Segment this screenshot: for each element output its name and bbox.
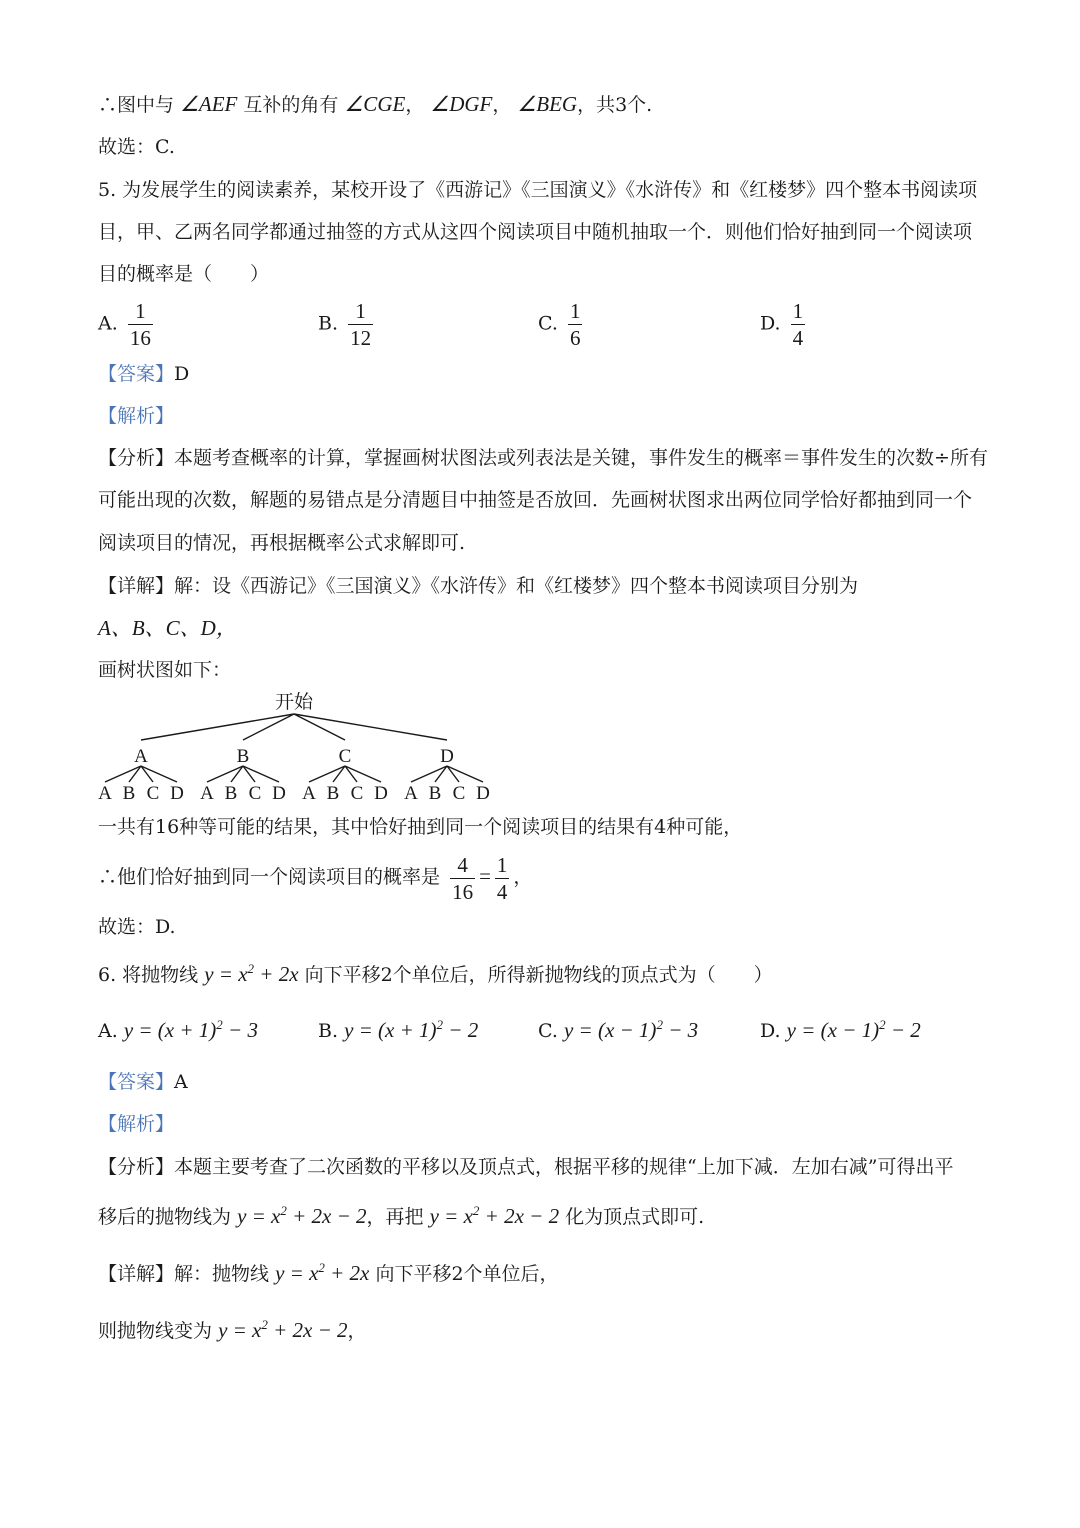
option-label: D. bbox=[760, 1020, 781, 1042]
fenxi-tag: 【分析】 bbox=[98, 447, 175, 469]
detail-tag: 【详解】 bbox=[98, 575, 175, 597]
math-expr: $y = x^2 + 2x - 2$ bbox=[429, 1203, 560, 1228]
math-expr: $y = (x - 1)^2 - 3$ bbox=[563, 1017, 699, 1042]
q5-answer bbox=[98, 362, 990, 386]
q6-fenxi-line1 bbox=[98, 1155, 990, 1179]
q5-fenxi-line1 bbox=[98, 446, 990, 470]
q6-detail-line1 bbox=[98, 1261, 990, 1286]
fraction: $\frac{1}{4}$ bbox=[792, 299, 804, 350]
answer-tag: 【答案】 bbox=[98, 363, 175, 385]
q5-result-line1: 一共有16种等可能的结果，其中恰好抽到同一个阅读项目的结果有4种可能， bbox=[98, 816, 743, 838]
q5-detail-line3: 画树状图如下： bbox=[98, 659, 232, 681]
q5-option-d bbox=[760, 300, 809, 349]
equals-sign: = bbox=[479, 864, 491, 888]
text: 本题考查概率的计算，掌握画树状图法或列表法是关键，事件发生的概率＝事件发生的次数÷所有 bbox=[174, 447, 988, 469]
prev-choice: 故选：C. bbox=[98, 136, 175, 158]
math-expr: $y = (x + 1)^2 - 3$ bbox=[123, 1017, 258, 1042]
option-label: C. bbox=[538, 312, 558, 335]
q6-option-a bbox=[98, 1018, 258, 1043]
tree-node-a: A bbox=[134, 746, 148, 767]
text: 解：设《西游记》《三国演义》《水浒传》和《红楼梦》四个整本书阅读项目分别为 bbox=[174, 575, 859, 597]
answer-tag: 【答案】 bbox=[98, 1071, 175, 1093]
math-expr: $y = x^2 + 2x$ bbox=[275, 1260, 370, 1285]
tree-leaf-d: D bbox=[374, 783, 388, 804]
text: 6. 将抛物线 bbox=[98, 964, 199, 986]
tree-leaf-a: A bbox=[200, 783, 214, 804]
q5-option-a bbox=[98, 300, 157, 349]
q6-fenxi-line2 bbox=[98, 1204, 990, 1229]
tree-edge bbox=[141, 714, 294, 740]
text: ，共3个. bbox=[577, 94, 653, 116]
fenxi-tag: 【分析】 bbox=[98, 1156, 175, 1178]
q5-detail-letters: A、B、C、D， bbox=[98, 616, 237, 640]
text: 互补的角有 bbox=[243, 94, 339, 116]
tree-leaf-c: C bbox=[248, 783, 262, 804]
q5-stem-line3: 目的概率是（ ） bbox=[98, 263, 270, 285]
fraction: $\frac{4}{16}$ bbox=[452, 852, 474, 904]
tree-leaf-c: C bbox=[452, 783, 466, 804]
tree-edge bbox=[294, 714, 447, 740]
tree-leaf-b: B bbox=[326, 783, 340, 804]
tree-leaf-a: A bbox=[98, 783, 112, 804]
option-label: B. bbox=[318, 1020, 339, 1042]
text: 化为顶点式即可. bbox=[565, 1206, 705, 1228]
q5-detail-line1 bbox=[98, 574, 990, 598]
q5-fenxi-line3: 阅读项目的情况，再根据概率公式求解即可. bbox=[98, 532, 466, 554]
q5-option-c bbox=[538, 300, 586, 349]
angle-dgf: ∠DGF bbox=[430, 92, 493, 116]
option-label: D. bbox=[760, 312, 781, 335]
math-expr: $y = x^2 + 2x$ bbox=[204, 961, 299, 986]
text: 本题主要考查了二次函数的平移以及顶点式，根据平移的规律“上加下减．左加右减”可得出平 bbox=[174, 1156, 954, 1178]
tree-leaf-b: B bbox=[428, 783, 442, 804]
text: ， bbox=[492, 94, 512, 116]
tree-diagram bbox=[90, 684, 510, 810]
answer-value: D bbox=[174, 363, 190, 385]
tree-leaf-d: D bbox=[476, 783, 490, 804]
q6-option-c bbox=[538, 1018, 698, 1043]
answer-value: A bbox=[174, 1071, 188, 1093]
math-expr: $y = x^2 + 2x - 2$ bbox=[218, 1317, 348, 1342]
q6-option-d bbox=[760, 1018, 921, 1043]
fraction: $\frac{1}{12}$ bbox=[350, 299, 372, 350]
q5-stem-line1: 5. 为发展学生的阅读素养，某校开设了《西游记》《三国演义》《水浒传》和《红楼梦》四个整本书阅读项 bbox=[98, 179, 978, 201]
option-label: A. bbox=[98, 1020, 118, 1042]
text: 则抛物线变为 bbox=[98, 1320, 213, 1342]
tree-leaf-b: B bbox=[224, 783, 238, 804]
tree-node-c: C bbox=[338, 746, 352, 767]
option-label: A. bbox=[98, 312, 118, 335]
q6-stem bbox=[98, 962, 990, 987]
tree-leaf-a: A bbox=[404, 783, 418, 804]
tree-node-b: B bbox=[236, 746, 250, 767]
tree-leaf-a: A bbox=[302, 783, 316, 804]
text: 移后的抛物线为 bbox=[98, 1206, 232, 1228]
tree-leaf-d: D bbox=[272, 783, 286, 804]
fraction: $\frac{1}{4}$ bbox=[496, 852, 508, 904]
q6-option-b bbox=[318, 1018, 478, 1043]
math-expr: $y = (x - 1)^2 - 2$ bbox=[786, 1017, 921, 1042]
tree-leaf-c: C bbox=[146, 783, 160, 804]
tree-leaf-d: D bbox=[170, 783, 184, 804]
fraction: $\frac{1}{16}$ bbox=[129, 299, 151, 350]
text: 解：抛物线 bbox=[174, 1263, 270, 1285]
text: ， bbox=[347, 1320, 367, 1342]
q5-result-line2 bbox=[98, 852, 990, 903]
tree-leaf-b: B bbox=[122, 783, 136, 804]
detail-tag: 【详解】 bbox=[98, 1263, 175, 1285]
text: ∴图中与 bbox=[98, 94, 175, 116]
q6-analysis-tag: 【解析】 bbox=[98, 1113, 175, 1135]
angle-cge: ∠CGE bbox=[344, 92, 406, 116]
text: 向下平移2个单位后， bbox=[375, 1263, 559, 1285]
q5-choice: 故选：D. bbox=[98, 916, 176, 938]
math-expr: $y = x^2 + 2x - 2$ bbox=[237, 1203, 367, 1228]
text: ， bbox=[405, 94, 425, 116]
q6-detail-line2 bbox=[98, 1318, 990, 1343]
option-label: C. bbox=[538, 1020, 558, 1042]
text: ∴他们恰好抽到同一个阅读项目的概率是 bbox=[98, 866, 441, 888]
q5-fenxi-line2: 可能出现的次数，解题的易错点是分清题目中抽签是否放回．先画树状图求出两位同学恰好都抽到同一个 bbox=[98, 489, 973, 511]
q5-analysis-tag: 【解析】 bbox=[98, 405, 175, 427]
tree-leaf-c: C bbox=[350, 783, 364, 804]
text: 向下平移2个单位后，所得新抛物线的顶点式为（ ） bbox=[304, 964, 773, 986]
angle-aef: ∠AEF bbox=[180, 92, 238, 116]
text: ，再把 bbox=[366, 1206, 424, 1228]
q5-option-b bbox=[318, 300, 377, 349]
prev-conclusion bbox=[98, 92, 990, 117]
tree-node-d: D bbox=[440, 746, 454, 767]
option-label: B. bbox=[318, 312, 339, 335]
q5-stem-line2: 目，甲、乙两名同学都通过抽签的方式从这四个阅读项目中随机抽取一个．则他们恰好抽到同一个阅读项 bbox=[98, 221, 973, 243]
math-expr: $y = (x + 1)^2 - 2$ bbox=[344, 1017, 479, 1042]
tree-root: 开始 bbox=[274, 691, 314, 713]
text: ， bbox=[513, 866, 533, 888]
fraction: $\frac{1}{6}$ bbox=[569, 299, 581, 350]
angle-beg: ∠BEG bbox=[517, 92, 578, 116]
q6-answer bbox=[98, 1070, 990, 1094]
